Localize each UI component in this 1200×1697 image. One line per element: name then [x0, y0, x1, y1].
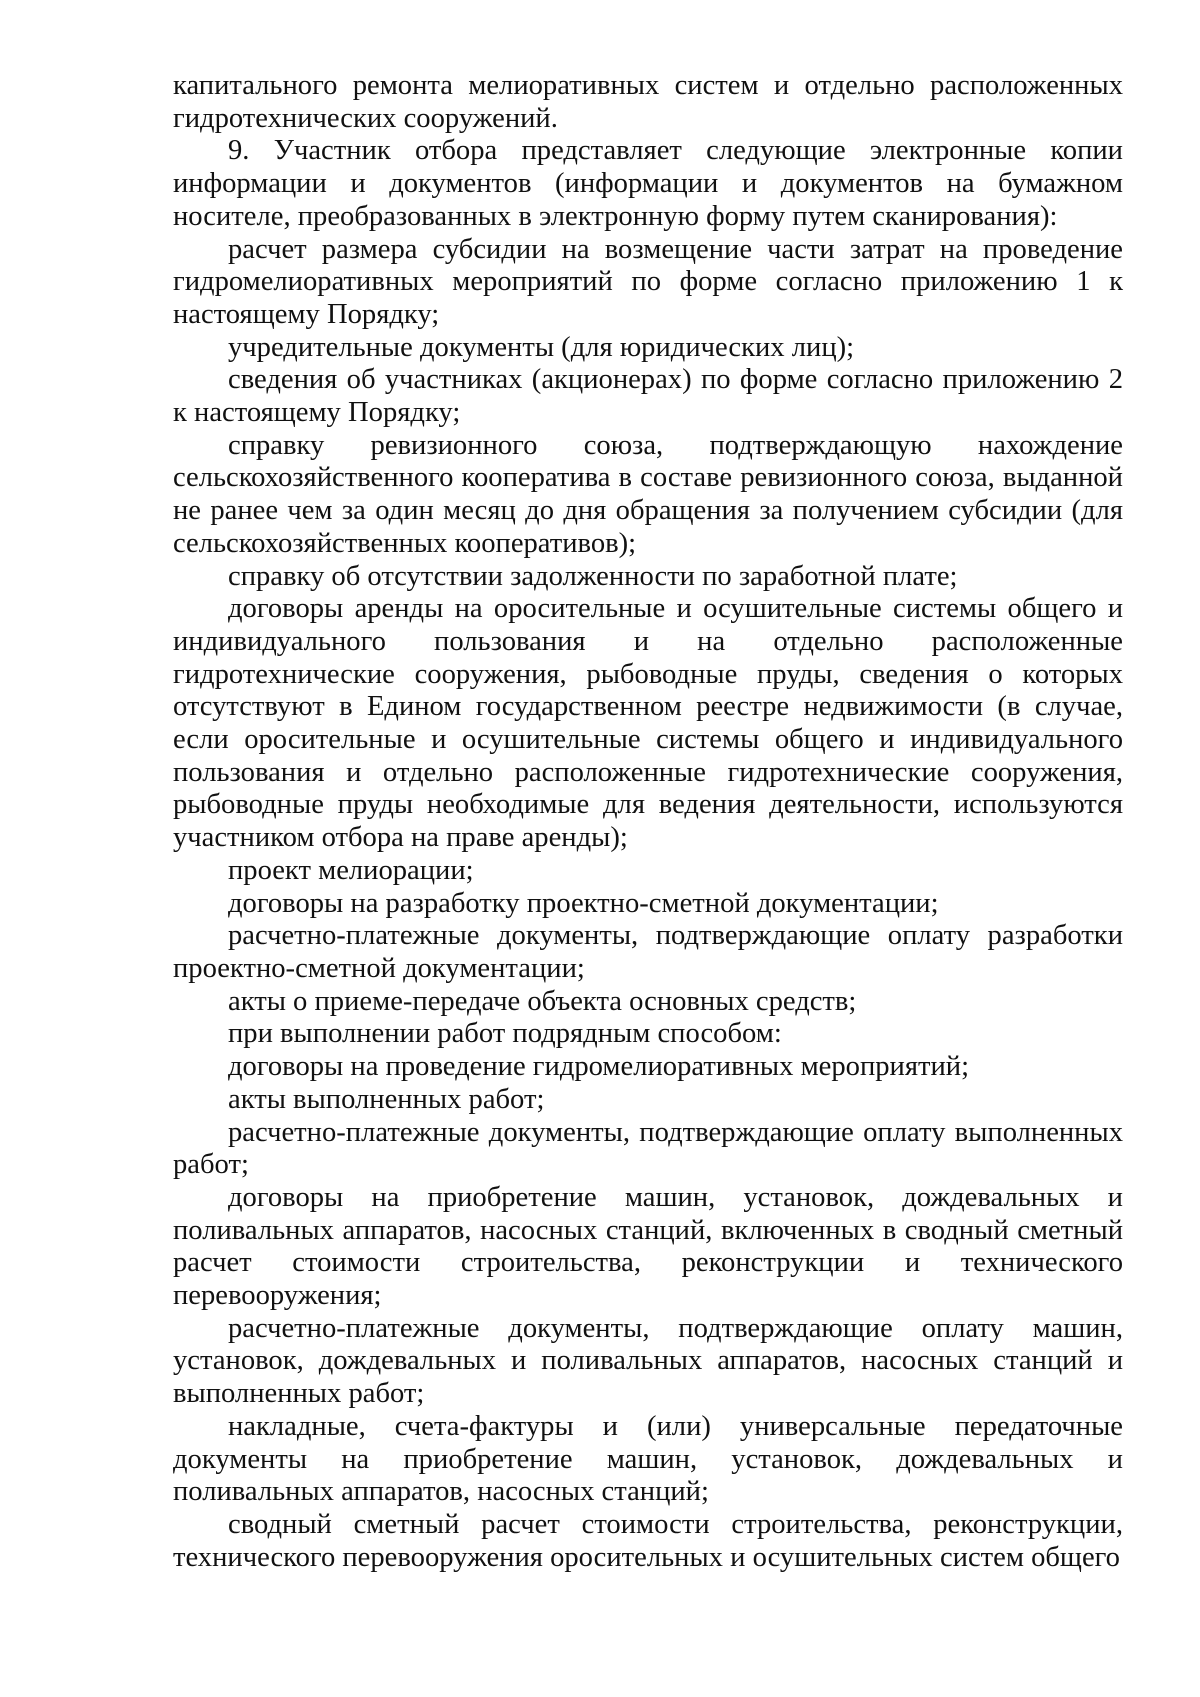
- paragraph-item-9: 9. Участник отбора представляет следующие электронные копии информации и документов (информации и документов на бумажном носителе, преобразованных в электронную форму путем сканирования):: [173, 135, 1123, 232]
- paragraph-melioration-project: проект мелиорации;: [228, 854, 474, 886]
- paragraph-contract-method: при выполнении работ подрядным способом:: [228, 1018, 782, 1050]
- paragraph-cost-estimate: сводный сметный расчет стоимости строительства, реконструкции, технического перевооружения оросительных и осушительных систем общего: [173, 1508, 1123, 1573]
- paragraph-continuation: капитального ремонта мелиоративных систем и отдельно расположенных гидротехнических сооружений.: [173, 70, 1123, 134]
- paragraph-equipment-contracts: договоры на приобретение машин, установок, дождевальных и поливальных аппаратов, насосных станций, включенных в сводный сметный расчет стоимости строительства, реконструкции и технического перевооружения;: [173, 1181, 1123, 1312]
- paragraph-no-wage-debt: справку об отсутствии задолженности по заработной плате;: [228, 560, 958, 592]
- paragraph-invoices: накладные, счета-фактуры и (или) универсальные передаточные документы на приобретение машин, установок, дождевальных и поливальных аппаратов, насосных станций;: [173, 1410, 1123, 1508]
- paragraph-hydromelioration-contracts: договоры на проведение гидромелиоративных мероприятий;: [228, 1051, 970, 1083]
- document-page: [173, 70, 1123, 1574]
- paragraph-equipment-payments: расчетно-платежные документы, подтверждающие оплату машин, установок, дождевальных и поливальных аппаратов, насосных станций и выполненных работ;: [173, 1312, 1123, 1410]
- paragraph-asset-transfer-acts: акты о приеме-передаче объекта основных средств;: [228, 985, 857, 1017]
- paragraph-audit-union-certificate: справку ревизионного союза, подтверждающую нахождение сельскохозяйственного кооператива в составе ревизионного союза, выданной не ранее чем за один месяц до дня обращения за получением субсидии (для сельскохозяйственных кооперативов);: [173, 429, 1123, 559]
- paragraph-founding-documents: учредительные документы (для юридических лиц);: [228, 331, 855, 363]
- paragraph-work-payments: расчетно-платежные документы, подтверждающие оплату выполненных работ;: [173, 1116, 1123, 1181]
- paragraph-shareholders-info: сведения об участниках (акционерах) по форме согласно приложению 2 к настоящему Порядку;: [173, 364, 1123, 429]
- paragraph-work-acts: акты выполненных работ;: [228, 1083, 545, 1115]
- paragraph-design-payments: расчетно-платежные документы, подтверждающие оплату разработки проектно-сметной документации;: [173, 920, 1123, 984]
- paragraph-lease-agreements: договоры аренды на оросительные и осушительные системы общего и индивидуального пользования и на отдельно расположенные гидротехнические сооружения, рыбоводные пруды, сведения о которых отсутствуют в Едином государственном реестре недвижимости (в случае, если оросительные и осушительные системы общего и индивидуального пользования и отдельно расположенные гидротехнические сооружения, рыбоводные пруды необходимые для ведения деятельности, используются участником отбора на праве аренды);: [173, 593, 1123, 854]
- paragraph-subsidy-calculation: расчет размера субсидии на возмещение части затрат на проведение гидромелиоративных мероприятий по форме согласно приложению 1 к настоящему Порядку;: [173, 233, 1123, 330]
- paragraph-design-contracts: договоры на разработку проектно-сметной документации;: [228, 887, 939, 919]
